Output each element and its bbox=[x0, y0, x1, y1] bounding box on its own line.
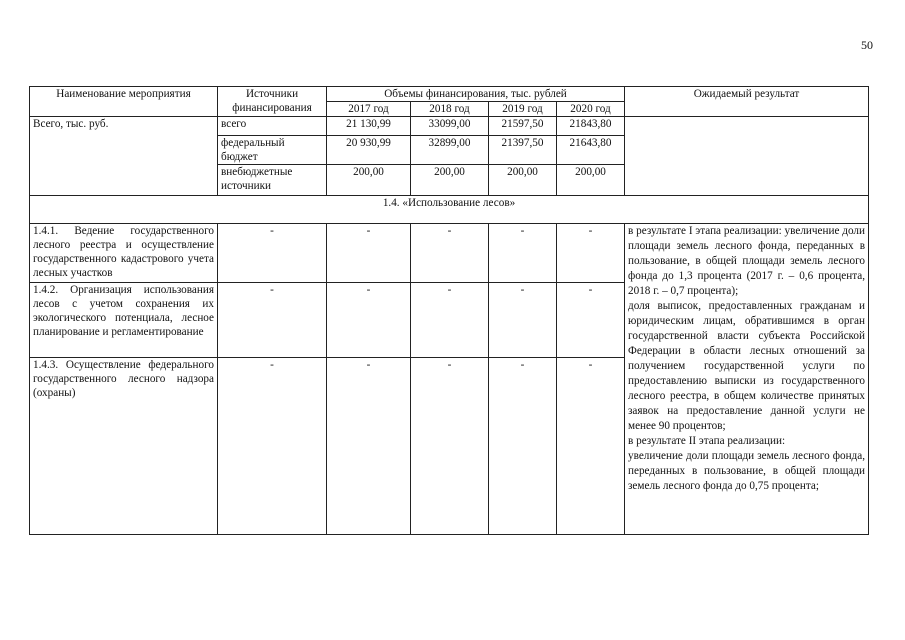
dash-cell: - bbox=[218, 358, 327, 535]
dash-cell: - bbox=[327, 224, 411, 283]
activity-name: 1.4.2. Организация использования лесов с учетом сохранения их экологического потенциала, лесное планирование и регламентирование bbox=[30, 283, 218, 358]
source-cell: всего bbox=[218, 117, 327, 136]
totals-label: Всего, тыс. руб. bbox=[30, 117, 218, 196]
expected-result bbox=[625, 224, 869, 535]
dash-cell: - bbox=[411, 224, 489, 283]
section-title: 1.4. «Использование лесов» bbox=[30, 196, 869, 224]
dash-cell: - bbox=[411, 283, 489, 358]
totals-result-empty bbox=[625, 117, 869, 196]
value-cell: 21843,80 bbox=[557, 117, 625, 136]
header-volumes: Объемы финансирования, тыс. рублей bbox=[327, 87, 625, 102]
header-name: Наименование мероприятия bbox=[30, 87, 218, 117]
value-cell: 21 130,99 bbox=[327, 117, 411, 136]
dash-cell: - bbox=[489, 224, 557, 283]
header-row-1 bbox=[30, 87, 869, 102]
result-line: увеличение доли площади земель лесного фонда, переданных в пользование, в общей площади земель лесного фонда до 0,75 процента; bbox=[628, 450, 866, 492]
source-cell: внебюджетные источники bbox=[218, 165, 327, 196]
table-row bbox=[30, 117, 869, 136]
dash-cell: - bbox=[489, 283, 557, 358]
table-row bbox=[30, 224, 869, 283]
result-line: в результате I этапа реализации: увеличение доли площади земель лесного фонда, переданных в пользование, в общей площади земель лесного фонда до 1,3 процента (2017 г. – 0,6 процента, 2018 г. – 0,7 процента); bbox=[628, 225, 866, 297]
dash-cell: - bbox=[218, 224, 327, 283]
dash-cell: - bbox=[557, 224, 625, 283]
value-cell: 32899,00 bbox=[411, 136, 489, 165]
header-year: 2020 год bbox=[557, 102, 625, 117]
dash-cell: - bbox=[218, 283, 327, 358]
header-year: 2018 год bbox=[411, 102, 489, 117]
activity-name: 1.4.1. Ведение государственного лесного реестра и осуществление государственного кадастрового учета лесных участков bbox=[30, 224, 218, 283]
header-year: 2019 год bbox=[489, 102, 557, 117]
result-line: доля выписок, предоставленных гражданам и юридическим лицам, обратившимся в орган государственной власти субъекта Российской Федерации в области лесных отношений за получением государственной услуги по предоставлению выписки из государственного лесного реестра, в общем количестве принятых заявок на предоставление данной услуги не менее 90 процентов; bbox=[628, 300, 866, 432]
result-line: в результате II этапа реализации: bbox=[628, 435, 786, 447]
header-result: Ожидаемый результат bbox=[625, 87, 869, 117]
value-cell: 200,00 bbox=[489, 165, 557, 196]
dash-cell: - bbox=[411, 358, 489, 535]
activity-name: 1.4.3. Осуществление федерального государственного лесного надзора (охраны) bbox=[30, 358, 218, 535]
dash-cell: - bbox=[557, 283, 625, 358]
source-cell: федеральный бюджет bbox=[218, 136, 327, 165]
header-sources: Источники финансирования bbox=[218, 87, 327, 117]
value-cell: 21643,80 bbox=[557, 136, 625, 165]
dash-cell: - bbox=[557, 358, 625, 535]
value-cell: 20 930,99 bbox=[327, 136, 411, 165]
dash-cell: - bbox=[327, 358, 411, 535]
value-cell: 33099,00 bbox=[411, 117, 489, 136]
value-cell: 21397,50 bbox=[489, 136, 557, 165]
dash-cell: - bbox=[327, 283, 411, 358]
header-year: 2017 год bbox=[327, 102, 411, 117]
financing-table bbox=[29, 86, 869, 535]
value-cell: 200,00 bbox=[327, 165, 411, 196]
value-cell: 200,00 bbox=[557, 165, 625, 196]
value-cell: 200,00 bbox=[411, 165, 489, 196]
section-row bbox=[30, 196, 869, 224]
value-cell: 21597,50 bbox=[489, 117, 557, 136]
page-number: 50 bbox=[861, 38, 873, 52]
dash-cell: - bbox=[489, 358, 557, 535]
